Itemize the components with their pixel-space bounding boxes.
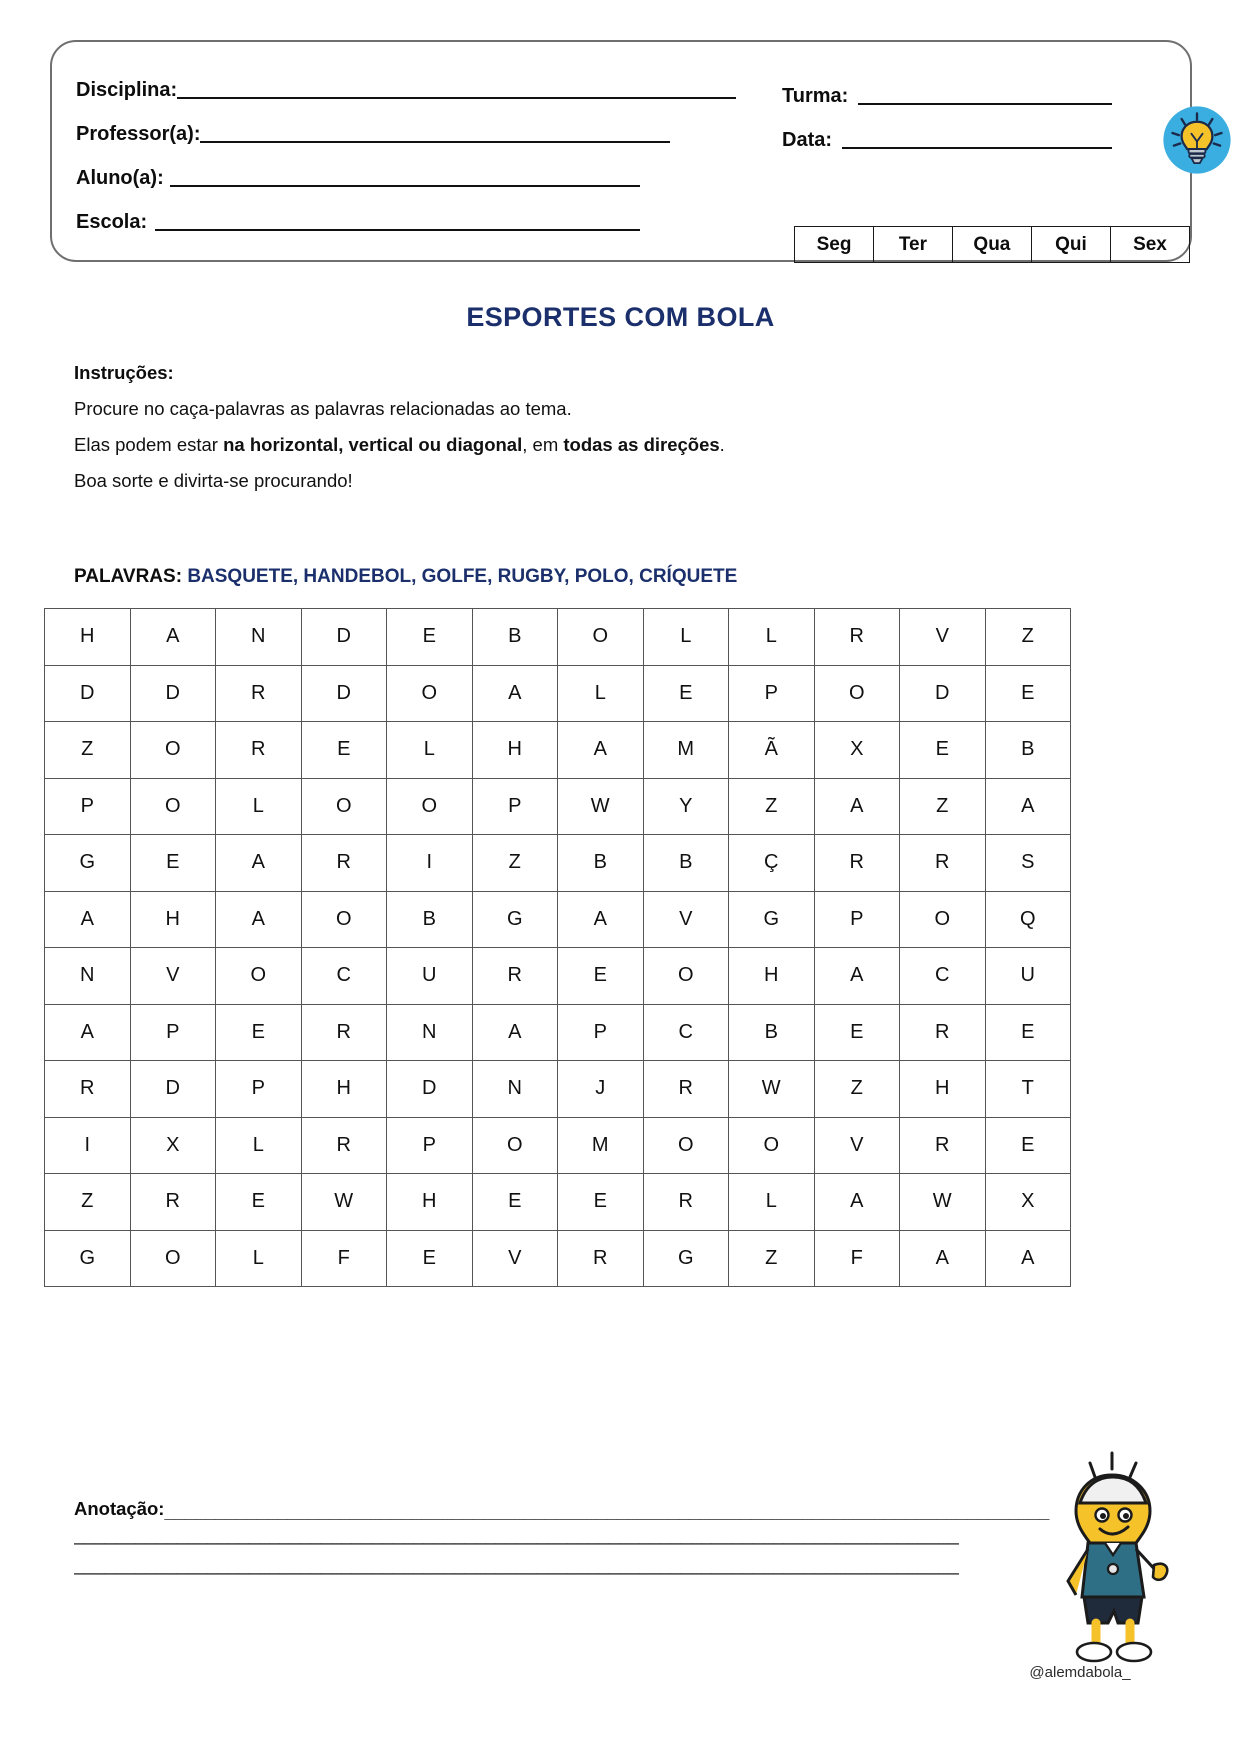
grid-cell[interactable]: Z [729, 778, 815, 835]
instructions-line-2-bold-directions: na horizontal, vertical ou diagonal [223, 434, 523, 456]
grid-cell[interactable]: H [472, 722, 558, 779]
field-label-professor: Professor(a): [76, 123, 201, 145]
grid-cell[interactable]: A [900, 1230, 986, 1287]
social-handle: @alemdabola_ [1029, 1664, 1131, 1681]
annotation-label: Anotação: [74, 1498, 165, 1519]
field-escola[interactable] [76, 192, 736, 236]
grid-cell[interactable]: A [45, 891, 131, 948]
grid-cell[interactable]: R [45, 1061, 131, 1118]
grid-cell[interactable]: H [387, 1174, 473, 1231]
instructions-line-2-bold-alldirs: todas as direções [563, 434, 720, 456]
grid-cell[interactable]: D [900, 665, 986, 722]
grid-cell[interactable]: A [216, 891, 302, 948]
grid-cell[interactable]: G [472, 891, 558, 948]
grid-cell[interactable]: B [558, 835, 644, 892]
grid-cell[interactable]: A [558, 722, 644, 779]
word-list-items: BASQUETE, HANDEBOL, GOLFE, RUGBY, POLO, CRÍQUETE [187, 566, 738, 587]
week-days-row [795, 227, 1190, 263]
grid-cell[interactable]: F [814, 1230, 900, 1287]
grid-cell[interactable]: H [301, 1061, 387, 1118]
grid-cell[interactable]: Y [643, 778, 729, 835]
grid-cell[interactable]: E [472, 1174, 558, 1231]
grid-cell[interactable]: E [387, 609, 473, 666]
grid-cell[interactable]: T [985, 1061, 1071, 1118]
grid-cell[interactable]: W [729, 1061, 815, 1118]
grid-cell[interactable]: P [387, 1117, 473, 1174]
grid-cell[interactable]: V [900, 609, 986, 666]
grid-cell[interactable]: A [472, 665, 558, 722]
field-label-escola: Escola: [76, 211, 148, 233]
grid-cell[interactable]: A [45, 1004, 131, 1061]
grid-cell[interactable]: X [814, 722, 900, 779]
field-input-aluno[interactable] [170, 185, 640, 187]
field-disciplina[interactable] [76, 60, 736, 104]
grid-cell[interactable]: E [814, 1004, 900, 1061]
grid-cell[interactable]: E [216, 1174, 302, 1231]
grid-cell[interactable]: L [643, 609, 729, 666]
grid-cell[interactable]: M [558, 1117, 644, 1174]
grid-cell[interactable]: R [301, 835, 387, 892]
grid-cell[interactable]: R [472, 948, 558, 1005]
grid-cell[interactable]: B [643, 835, 729, 892]
grid-cell[interactable]: R [643, 1061, 729, 1118]
grid-cell[interactable]: Ç [729, 835, 815, 892]
grid-cell[interactable]: E [301, 722, 387, 779]
field-label-disciplina: Disciplina: [76, 79, 178, 101]
grid-row [45, 1004, 1071, 1061]
field-label-data: Data: [782, 129, 833, 151]
grid-cell[interactable]: E [643, 665, 729, 722]
grid-cell[interactable]: U [387, 948, 473, 1005]
grid-cell[interactable]: W [558, 778, 644, 835]
grid-cell[interactable]: Ã [729, 722, 815, 779]
grid-cell[interactable]: N [45, 948, 131, 1005]
grid-cell[interactable]: Z [45, 1174, 131, 1231]
week-day-sex[interactable]: Sex [1110, 227, 1189, 263]
grid-cell[interactable]: A [985, 778, 1071, 835]
grid-cell[interactable]: L [216, 1117, 302, 1174]
grid-cell[interactable]: N [216, 609, 302, 666]
page-title: ESPORTES COM BOLA [466, 302, 775, 332]
field-input-professor[interactable] [200, 141, 670, 143]
grid-cell[interactable]: Z [900, 778, 986, 835]
grid-cell[interactable]: Z [472, 835, 558, 892]
field-professor[interactable] [76, 104, 736, 148]
grid-cell[interactable]: G [729, 891, 815, 948]
grid-cell[interactable]: H [729, 948, 815, 1005]
grid-cell[interactable]: G [45, 1230, 131, 1287]
week-day-ter[interactable]: Ter [874, 227, 953, 263]
week-day-qua[interactable]: Qua [952, 227, 1031, 263]
grid-cell[interactable]: A [814, 948, 900, 1005]
field-input-turma[interactable] [858, 103, 1112, 105]
grid-cell[interactable]: O [387, 778, 473, 835]
grid-cell[interactable]: G [643, 1230, 729, 1287]
grid-cell[interactable]: O [387, 665, 473, 722]
grid-cell[interactable]: E [900, 722, 986, 779]
header-left-fields [76, 60, 736, 236]
grid-cell[interactable]: D [301, 665, 387, 722]
grid-cell[interactable]: O [900, 891, 986, 948]
grid-cell[interactable]: C [301, 948, 387, 1005]
grid-cell[interactable]: Z [814, 1061, 900, 1118]
annotation-line-3[interactable]: ______________________________________________________________________________________ [74, 1554, 959, 1575]
instructions-heading: Instruções: [74, 362, 174, 383]
grid-cell[interactable]: L [729, 609, 815, 666]
grid-cell[interactable]: O [814, 665, 900, 722]
student-info-card [50, 40, 1192, 262]
grid-cell[interactable]: F [301, 1230, 387, 1287]
grid-cell[interactable]: D [130, 1061, 216, 1118]
annotation-line-1[interactable]: ______________________________________________________________________________________ [164, 1501, 1050, 1520]
grid-row [45, 891, 1071, 948]
grid-cell[interactable]: Z [985, 609, 1071, 666]
grid-row [45, 835, 1071, 892]
field-input-data[interactable] [842, 147, 1112, 149]
grid-cell[interactable]: E [985, 1117, 1071, 1174]
grid-cell[interactable]: O [472, 1117, 558, 1174]
grid-row [45, 948, 1071, 1005]
grid-cell[interactable]: A [216, 835, 302, 892]
grid-row [45, 1061, 1071, 1118]
grid-cell[interactable]: E [387, 1230, 473, 1287]
grid-cell[interactable]: C [643, 1004, 729, 1061]
word-list-row [74, 566, 737, 588]
grid-cell[interactable]: D [301, 609, 387, 666]
grid-cell[interactable]: P [45, 778, 131, 835]
grid-cell[interactable]: R [130, 1174, 216, 1231]
grid-cell[interactable]: O [301, 891, 387, 948]
grid-cell[interactable]: V [643, 891, 729, 948]
grid-cell[interactable]: A [472, 1004, 558, 1061]
grid-cell[interactable]: E [558, 948, 644, 1005]
grid-cell[interactable]: O [130, 1230, 216, 1287]
grid-cell[interactable]: O [216, 948, 302, 1005]
grid-row [45, 1117, 1071, 1174]
lightbulb-mascot-icon [1050, 1445, 1190, 1675]
grid-cell[interactable]: O [130, 778, 216, 835]
grid-cell[interactable]: Q [985, 891, 1071, 948]
grid-cell[interactable]: O [130, 722, 216, 779]
grid-cell[interactable]: O [643, 1117, 729, 1174]
instructions-line-2-pre: Elas podem estar [74, 434, 224, 456]
grid-cell[interactable]: A [814, 778, 900, 835]
grid-cell[interactable]: X [130, 1117, 216, 1174]
grid-cell[interactable]: V [814, 1117, 900, 1174]
instructions-line-2-post: . [719, 434, 725, 456]
grid-row [45, 722, 1071, 779]
annotation-row-1[interactable] [74, 1490, 1092, 1520]
grid-row [45, 665, 1071, 722]
grid-cell[interactable]: I [387, 835, 473, 892]
grid-cell[interactable]: R [814, 609, 900, 666]
grid-cell[interactable]: B [729, 1004, 815, 1061]
grid-cell[interactable]: Z [45, 722, 131, 779]
grid-cell[interactable]: P [558, 1004, 644, 1061]
grid-cell[interactable]: W [900, 1174, 986, 1231]
grid-cell[interactable]: D [387, 1061, 473, 1118]
grid-cell[interactable]: N [472, 1061, 558, 1118]
grid-cell[interactable]: C [900, 948, 986, 1005]
word-search-grid-wrapper [44, 608, 1071, 1287]
week-day-qui[interactable]: Qui [1032, 227, 1111, 263]
grid-row [45, 1174, 1071, 1231]
grid-cell[interactable]: E [130, 835, 216, 892]
annotation-line-2[interactable]: ______________________________________________________________________________________ [74, 1524, 959, 1545]
grid-cell[interactable]: L [387, 722, 473, 779]
instructions-line-2-mid: , em [522, 434, 564, 456]
grid-cell[interactable]: O [729, 1117, 815, 1174]
grid-cell[interactable]: P [729, 665, 815, 722]
grid-cell[interactable]: R [301, 1117, 387, 1174]
grid-cell[interactable]: L [729, 1174, 815, 1231]
grid-cell[interactable]: B [472, 609, 558, 666]
grid-cell[interactable]: R [216, 722, 302, 779]
grid-cell[interactable]: R [814, 835, 900, 892]
grid-cell[interactable]: O [301, 778, 387, 835]
grid-cell[interactable]: R [216, 665, 302, 722]
grid-cell[interactable]: P [216, 1061, 302, 1118]
grid-cell[interactable]: L [558, 665, 644, 722]
grid-cell[interactable]: D [45, 665, 131, 722]
field-input-disciplina[interactable] [177, 97, 736, 99]
grid-cell[interactable]: N [387, 1004, 473, 1061]
grid-cell[interactable]: E [985, 665, 1071, 722]
instructions-line-1: Procure no caça-palavras as palavras relacionadas ao tema. [74, 398, 572, 419]
grid-cell[interactable]: R [301, 1004, 387, 1061]
grid-cell[interactable]: M [643, 722, 729, 779]
word-list-label: PALAVRAS: [74, 566, 183, 587]
grid-cell[interactable]: E [558, 1174, 644, 1231]
grid-cell[interactable]: P [130, 1004, 216, 1061]
word-search-grid[interactable] [44, 608, 1071, 1287]
grid-cell[interactable]: G [45, 835, 131, 892]
grid-cell[interactable]: H [900, 1061, 986, 1118]
grid-cell[interactable]: V [472, 1230, 558, 1287]
grid-row [45, 1230, 1071, 1287]
grid-cell[interactable]: L [216, 1230, 302, 1287]
grid-cell[interactable]: Z [729, 1230, 815, 1287]
grid-cell[interactable]: R [900, 1117, 986, 1174]
grid-cell[interactable]: S [985, 835, 1071, 892]
instructions-line-3: Boa sorte e divirta-se procurando! [74, 470, 353, 492]
field-turma[interactable] [782, 66, 1112, 110]
week-day-seg[interactable]: Seg [795, 227, 874, 263]
lightbulb-icon [1162, 105, 1232, 175]
grid-cell[interactable]: I [45, 1117, 131, 1174]
grid-cell[interactable]: H [45, 609, 131, 666]
annotation-block [74, 1490, 1092, 1580]
grid-cell[interactable]: P [472, 778, 558, 835]
grid-cell[interactable]: E [216, 1004, 302, 1061]
grid-cell[interactable]: A [130, 609, 216, 666]
grid-cell[interactable]: R [900, 835, 986, 892]
grid-cell[interactable]: R [643, 1174, 729, 1231]
grid-cell[interactable]: A [814, 1174, 900, 1231]
grid-cell[interactable]: H [130, 891, 216, 948]
grid-cell[interactable]: R [900, 1004, 986, 1061]
field-input-escola[interactable] [155, 229, 640, 231]
grid-cell[interactable]: B [985, 722, 1071, 779]
field-label-aluno: Aluno(a): [76, 167, 164, 189]
grid-cell[interactable]: A [985, 1230, 1071, 1287]
grid-row [45, 609, 1071, 666]
field-label-turma: Turma: [782, 85, 849, 107]
grid-cell[interactable]: A [558, 891, 644, 948]
grid-cell[interactable]: J [558, 1061, 644, 1118]
grid-cell[interactable]: P [814, 891, 900, 948]
field-aluno[interactable] [76, 148, 736, 192]
grid-cell[interactable]: U [985, 948, 1071, 1005]
grid-cell[interactable]: L [216, 778, 302, 835]
grid-cell[interactable]: R [558, 1230, 644, 1287]
grid-cell[interactable]: V [130, 948, 216, 1005]
instructions-line-2 [74, 433, 974, 456]
week-days-table [794, 226, 1190, 263]
instructions-block [74, 362, 974, 505]
grid-cell[interactable]: O [643, 948, 729, 1005]
grid-cell[interactable]: O [558, 609, 644, 666]
grid-cell[interactable]: X [985, 1174, 1071, 1231]
header-right-fields [782, 66, 1112, 154]
grid-cell[interactable]: B [387, 891, 473, 948]
grid-row [45, 778, 1071, 835]
grid-cell[interactable]: E [985, 1004, 1071, 1061]
field-data[interactable] [782, 110, 1112, 154]
grid-cell[interactable]: D [130, 665, 216, 722]
grid-cell[interactable]: W [301, 1174, 387, 1231]
